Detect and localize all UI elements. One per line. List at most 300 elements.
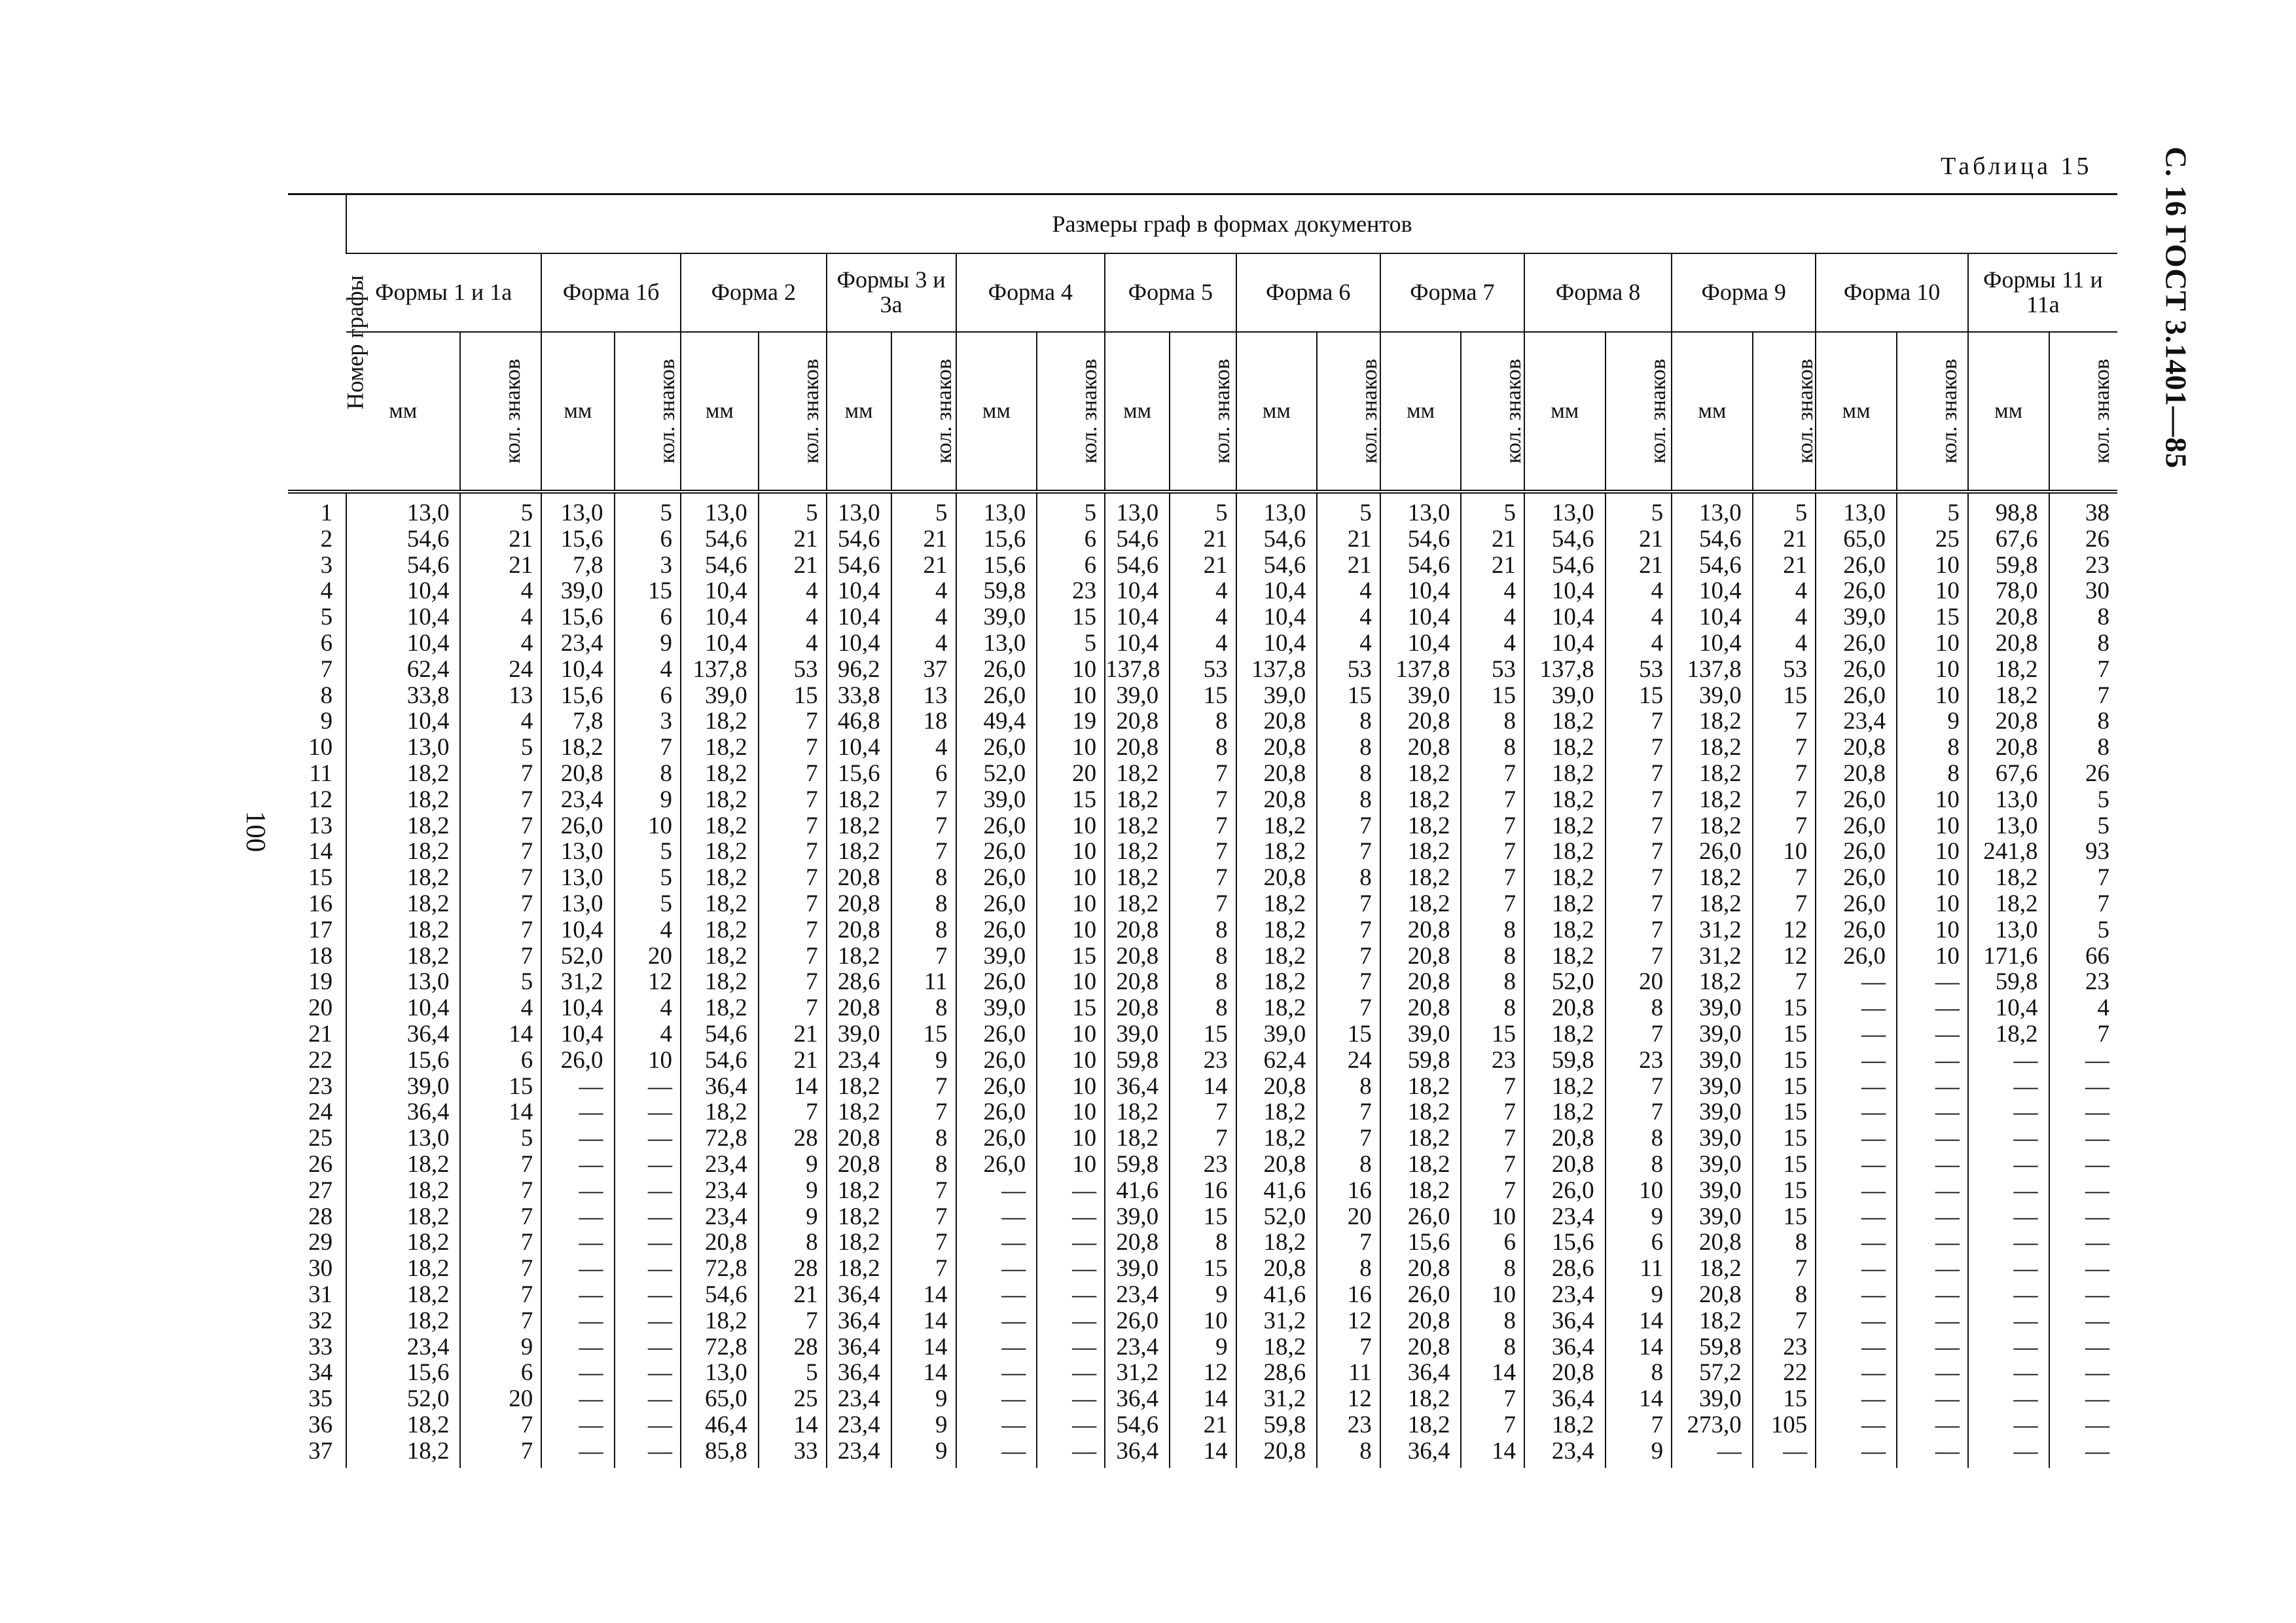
row-number-cell: 24 [308,1099,333,1126]
mm-cell: 49,4 [956,708,1037,735]
chars-cell: 6 [615,683,681,709]
chars-cell: 21 [1605,526,1672,553]
mm-cell: — [1816,1204,1897,1230]
chars-cell: 7 [1605,813,1672,839]
chars-cell: — [2049,1230,2117,1256]
mm-cell: 26,0 [1816,917,1897,943]
chars-cell: 7 [759,1099,827,1125]
chars-cell: 21 [759,1282,827,1308]
mm-cell: 10,4 [346,995,460,1021]
mm-cell: 13,0 [541,865,614,891]
chars-cell: 4 [460,604,541,630]
row-number-cell: 32 [308,1307,333,1334]
chars-cell: 7 [1461,761,1524,787]
form-header: Форма 5 [1105,253,1236,332]
chars-cell: 5 [615,865,681,891]
chars-cell: 7 [1605,1412,1672,1438]
table-row [288,813,2117,839]
chars-cell: 10 [1605,1178,1672,1204]
chars-cell: 26 [2049,526,2117,553]
table-row [288,1021,2117,1048]
form-header: Формы 3 и 3а [827,253,956,332]
chars-cell: — [615,1308,681,1334]
chars-cell: 53 [1317,657,1380,683]
form-header: Форма 8 [1524,253,1672,332]
mm-cell: 10,4 [1524,630,1605,657]
row-number-cell: 7 [320,655,333,683]
mm-cell: 20,8 [1672,1230,1753,1256]
chars-cell: 8 [1317,761,1380,787]
chars-cell: 7 [1461,1074,1524,1100]
chars-cell: 7 [1461,787,1524,813]
row-number-cell: 23 [308,1072,333,1100]
mm-cell: 10,4 [346,708,460,735]
chars-cell: 7 [759,708,827,735]
chars-cell: 8 [1605,995,1672,1021]
mm-cell: — [1816,1230,1897,1256]
chars-cell: 7 [1170,839,1236,865]
mm-cell: — [541,1256,614,1282]
chars-cell: 4 [1461,578,1524,604]
chars-cell: — [1897,995,1968,1021]
form-header: Форма 10 [1816,253,1968,332]
mm-cell: 20,8 [1380,943,1462,970]
chars-cell: 16 [1317,1282,1380,1308]
mm-cell: 10,4 [1236,578,1318,604]
form-header: Форма 4 [956,253,1105,332]
chars-cell: 23 [1170,1152,1236,1178]
chars-cell: 7 [759,813,827,839]
mm-cell: — [1816,1099,1897,1125]
mm-cell: 18,2 [827,1099,891,1125]
chars-cell: 5 [1753,492,1816,526]
mm-cell: 20,8 [1524,1152,1605,1178]
row-number-cell: 37 [308,1437,333,1465]
mm-cell: 18,2 [1524,1412,1605,1438]
mm-cell: — [541,1412,614,1438]
mm-cell: 23,4 [1524,1282,1605,1308]
mm-cell: 26,0 [956,917,1037,943]
chars-cell: 7 [759,995,827,1021]
mm-cell: 20,8 [1105,969,1170,995]
chars-cell: 10 [1897,787,1968,813]
chars-cell: 4 [1317,578,1380,604]
table-label: Таблица 15 [1941,153,2092,180]
row-number-cell: 1 [320,500,333,526]
mm-cell: 72,8 [681,1125,759,1152]
chars-cell: 9 [1897,708,1968,735]
chars-cell: 6 [1037,526,1105,553]
mm-cell: — [1816,1048,1897,1074]
mm-cell: 18,2 [346,813,460,839]
chars-cell: 8 [2049,604,2117,630]
chars-cell: 7 [1753,813,1816,839]
chars-cell: 8 [891,865,956,891]
mm-cell: 137,8 [1105,657,1170,683]
mm-cell: 23,4 [681,1152,759,1178]
chars-cell: 7 [1170,865,1236,891]
chars-cell: 15 [615,578,681,604]
mm-cell: 10,4 [1672,604,1753,630]
chars-cell: 8 [1170,943,1236,970]
mm-cell: 18,2 [1105,1099,1170,1125]
chars-cell: 7 [1461,839,1524,865]
mm-cell: 39,0 [956,787,1037,813]
chars-cell: 23 [1461,1048,1524,1074]
mm-cell: 39,0 [827,1021,891,1048]
chars-cell: 8 [1170,917,1236,943]
chars-cell: 4 [1317,604,1380,630]
mm-cell: 18,2 [1524,735,1605,761]
mm-cell: 18,2 [1524,1074,1605,1100]
chars-cell: 12 [1317,1386,1380,1412]
chars-cell: 8 [1753,1282,1816,1308]
chars-cell: — [615,1125,681,1152]
chars-cell: 6 [615,526,681,553]
chars-cell: 22 [1753,1360,1816,1386]
table-row [288,1074,2117,1100]
mm-cell: 18,2 [346,943,460,970]
mm-cell: 18,2 [681,1099,759,1125]
chars-cell: 15 [1170,1256,1236,1282]
chars-cell: 7 [891,1256,956,1282]
mm-cell: 26,0 [956,657,1037,683]
row-number-cell: 20 [308,994,333,1022]
chars-cell: 7 [460,1438,541,1468]
chars-cell: — [2049,1282,2117,1308]
chars-cell: 7 [1461,865,1524,891]
mm-cell: 52,0 [541,943,614,970]
chars-cell: 30 [2049,578,2117,604]
chars-cell: — [1897,1021,1968,1048]
chars-cell: 9 [460,1334,541,1360]
chars-cell: 14 [891,1308,956,1334]
chars-cell: 105 [1753,1412,1816,1438]
mm-cell: 33,8 [346,683,460,709]
mm-cell: 54,6 [1524,526,1605,553]
mm-cell: 10,4 [1236,630,1318,657]
chars-cell: 7 [2049,683,2117,709]
mm-cell: 18,2 [1672,813,1753,839]
chars-cell: 15 [1753,683,1816,709]
table-row [288,1256,2117,1282]
mm-cell: 18,2 [1380,787,1462,813]
mm-cell: 18,2 [681,813,759,839]
chars-cell: 10 [1897,813,1968,839]
mm-cell: 18,2 [541,735,614,761]
chars-cell: — [1897,1125,1968,1152]
mm-cell: 23,4 [1816,708,1897,735]
mm-cell: 18,2 [346,1256,460,1282]
mm-cell: 10,4 [541,657,614,683]
mm-cell: 20,8 [1236,761,1318,787]
mm-cell: 18,2 [1672,891,1753,917]
chars-cell: 9 [615,630,681,657]
mm-cell: 20,8 [827,995,891,1021]
mm-cell: — [1816,1386,1897,1412]
mm-cell: 13,0 [1105,492,1170,526]
table-row [288,657,2117,683]
mm-cell: 18,2 [1380,1125,1462,1152]
unit-chars-text: кол. знаков [1210,359,1235,464]
mm-cell: 18,2 [681,891,759,917]
chars-cell: 28 [759,1125,827,1152]
chars-cell: 10 [1897,917,1968,943]
table-row [288,891,2117,917]
mm-cell: 18,2 [1380,891,1462,917]
mm-cell: 18,2 [1380,1178,1462,1204]
mm-cell: 18,2 [1236,943,1318,970]
mm-cell: 26,0 [1816,630,1897,657]
chars-cell: 7 [759,969,827,995]
chars-cell: 28 [759,1256,827,1282]
mm-cell: 15,6 [541,683,614,709]
mm-cell: 18,2 [1968,657,2049,683]
mm-cell: 18,2 [1524,761,1605,787]
chars-cell: 5 [2049,787,2117,813]
chars-cell: 21 [1170,553,1236,579]
chars-cell: 7 [1753,735,1816,761]
unit-chars-text: кол. знаков [1077,359,1102,464]
chars-cell: 7 [759,891,827,917]
chars-cell: 15 [1037,943,1105,970]
chars-cell: 7 [460,761,541,787]
mm-cell: — [1968,1282,2049,1308]
mm-cell: 67,6 [1968,526,2049,553]
mm-cell: 36,4 [346,1021,460,1048]
mm-cell: — [956,1230,1037,1256]
mm-cell: 54,6 [1380,526,1462,553]
mm-cell: 54,6 [1672,553,1753,579]
chars-cell: 4 [615,995,681,1021]
mm-cell: 54,6 [1105,553,1170,579]
chars-cell: — [2049,1438,2117,1468]
mm-cell: 23,4 [541,630,614,657]
mm-cell: 36,4 [681,1074,759,1100]
chars-cell: 5 [1317,492,1380,526]
chars-cell: 15 [460,1074,541,1100]
mm-cell: 18,2 [1968,865,2049,891]
mm-cell: 18,2 [346,865,460,891]
mm-cell: — [956,1438,1037,1468]
mm-cell: 18,2 [1672,787,1753,813]
unit-chars-header [460,332,541,492]
mm-cell: 13,0 [827,492,891,526]
mm-cell: 10,4 [541,995,614,1021]
chars-cell: 7 [1605,735,1672,761]
chars-cell: 53 [1461,657,1524,683]
mm-cell: 13,0 [346,735,460,761]
chars-cell: — [2049,1074,2117,1100]
mm-cell: — [541,1438,614,1468]
chars-cell: 4 [1753,578,1816,604]
mm-cell: 13,0 [681,1360,759,1386]
table-row [288,995,2117,1021]
mm-cell: 36,4 [1524,1308,1605,1334]
mm-cell: 26,0 [956,1021,1037,1048]
chars-cell: 10 [1037,735,1105,761]
mm-cell: 10,4 [541,917,614,943]
mm-cell: 72,8 [681,1334,759,1360]
chars-cell: — [1897,1386,1968,1412]
chars-cell: 7 [460,1152,541,1178]
mm-cell: 23,4 [827,1438,891,1468]
chars-cell: 6 [1037,553,1105,579]
table-row [288,761,2117,787]
chars-cell: 7 [891,1099,956,1125]
chars-cell: — [615,1230,681,1256]
mm-cell: 18,2 [1105,839,1170,865]
chars-cell: 7 [2049,865,2117,891]
mm-cell: 18,2 [1236,839,1318,865]
mm-cell: 39,0 [1105,1204,1170,1230]
chars-cell: 7 [1605,1099,1672,1125]
chars-cell: 7 [1461,1125,1524,1152]
chars-cell: — [615,1256,681,1282]
chars-cell: 14 [1605,1386,1672,1412]
table-row [288,604,2117,630]
mm-cell: 54,6 [1105,1412,1170,1438]
mm-cell: 273,0 [1672,1412,1753,1438]
chars-cell: — [615,1099,681,1125]
mm-cell: 20,8 [1236,1256,1318,1282]
chars-cell: 4 [1605,604,1672,630]
chars-cell: 4 [891,578,956,604]
mm-cell: 54,6 [1672,526,1753,553]
mm-cell: — [1816,1360,1897,1386]
chars-cell: 53 [759,657,827,683]
mm-cell: 18,2 [1524,865,1605,891]
chars-cell: 5 [460,969,541,995]
mm-cell: 26,0 [956,735,1037,761]
mm-cell: 137,8 [1672,657,1753,683]
unit-mm-header: мм [1968,332,2049,492]
mm-cell: 20,8 [1380,969,1462,995]
form-header: Форма 9 [1672,253,1816,332]
mm-cell: 39,0 [681,683,759,709]
mm-cell: — [1816,969,1897,995]
mm-cell: 20,8 [1380,1308,1462,1334]
mm-cell: 54,6 [681,553,759,579]
mm-cell: 7,8 [541,553,614,579]
chars-cell: 4 [1170,630,1236,657]
chars-cell: 7 [1753,865,1816,891]
table-row [288,683,2117,709]
mm-cell: 10,4 [1672,578,1753,604]
unit-mm-header: мм [346,332,460,492]
chars-cell: — [2049,1152,2117,1178]
chars-cell: 8 [1461,1334,1524,1360]
mm-cell: 54,6 [346,553,460,579]
mm-cell: 39,0 [1816,604,1897,630]
chars-cell: 9 [1170,1282,1236,1308]
mm-cell: 18,2 [1380,1074,1462,1100]
mm-cell: 41,6 [1236,1178,1318,1204]
mm-cell: 36,4 [346,1099,460,1125]
chars-cell: 24 [460,657,541,683]
mm-cell: — [1816,1438,1897,1468]
mm-cell: 137,8 [1524,657,1605,683]
unit-chars-header [1317,332,1380,492]
mm-cell: 26,0 [956,891,1037,917]
chars-cell: 14 [1461,1438,1524,1468]
chars-cell: 4 [1170,604,1236,630]
mm-cell: 18,2 [1380,813,1462,839]
chars-cell: 7 [1753,969,1816,995]
mm-cell: 31,2 [1672,917,1753,943]
chars-cell: 15 [1461,683,1524,709]
mm-cell: 23,4 [1524,1204,1605,1230]
chars-cell: 4 [1605,578,1672,604]
mm-cell: — [1968,1204,2049,1230]
table-row [288,1178,2117,1204]
chars-cell: 4 [615,657,681,683]
mm-cell: 18,2 [346,1412,460,1438]
mm-cell: — [541,1282,614,1308]
chars-cell: — [615,1386,681,1412]
mm-cell: 18,2 [346,1230,460,1256]
mm-cell: 13,0 [1380,492,1462,526]
chars-cell: 8 [1170,995,1236,1021]
chars-cell: — [1897,1360,1968,1386]
mm-cell: 41,6 [1105,1178,1170,1204]
row-number-cell: 5 [320,604,333,631]
chars-cell: 7 [759,1308,827,1334]
mm-cell: 39,0 [1672,1021,1753,1048]
table-row [288,1412,2117,1438]
chars-cell: — [2049,1204,2117,1230]
chars-cell: 14 [759,1412,827,1438]
mm-cell: 18,2 [1380,839,1462,865]
mm-cell: 137,8 [1380,657,1462,683]
row-number-cell: 25 [308,1125,333,1152]
chars-cell: 10 [1037,1099,1105,1125]
chars-cell: 10 [1037,813,1105,839]
chars-cell: 25 [1897,526,1968,553]
mm-cell: 26,0 [956,1152,1037,1178]
mm-cell: 36,4 [1524,1334,1605,1360]
row-number-header-text: Номер графы [342,275,368,410]
mm-cell: 10,4 [1968,995,2049,1021]
chars-cell: 7 [460,1282,541,1308]
mm-cell: 18,2 [346,891,460,917]
mm-cell: 18,2 [1524,917,1605,943]
mm-cell: — [1816,1178,1897,1204]
chars-cell: 8 [1461,708,1524,735]
mm-cell: — [1968,1360,2049,1386]
table-row [288,839,2117,865]
chars-cell: 8 [1897,761,1968,787]
chars-cell: 20 [615,943,681,970]
chars-cell: 15 [1037,995,1105,1021]
mm-cell: — [541,1204,614,1230]
chars-cell: 14 [1461,1360,1524,1386]
mm-cell: 54,6 [681,1048,759,1074]
chars-cell: — [1037,1282,1105,1308]
mm-cell: — [956,1204,1037,1230]
mm-cell: 23,4 [1105,1282,1170,1308]
mm-cell: 39,0 [1105,683,1170,709]
mm-cell: 20,8 [1380,995,1462,1021]
table-row [288,1308,2117,1334]
mm-cell: — [1816,1256,1897,1282]
mm-cell: 26,0 [1672,839,1753,865]
form-header: Форма 7 [1380,253,1524,332]
mm-cell: 26,0 [1816,553,1897,579]
chars-cell: 21 [460,553,541,579]
mm-cell: — [956,1256,1037,1282]
mm-cell: 18,2 [1672,708,1753,735]
